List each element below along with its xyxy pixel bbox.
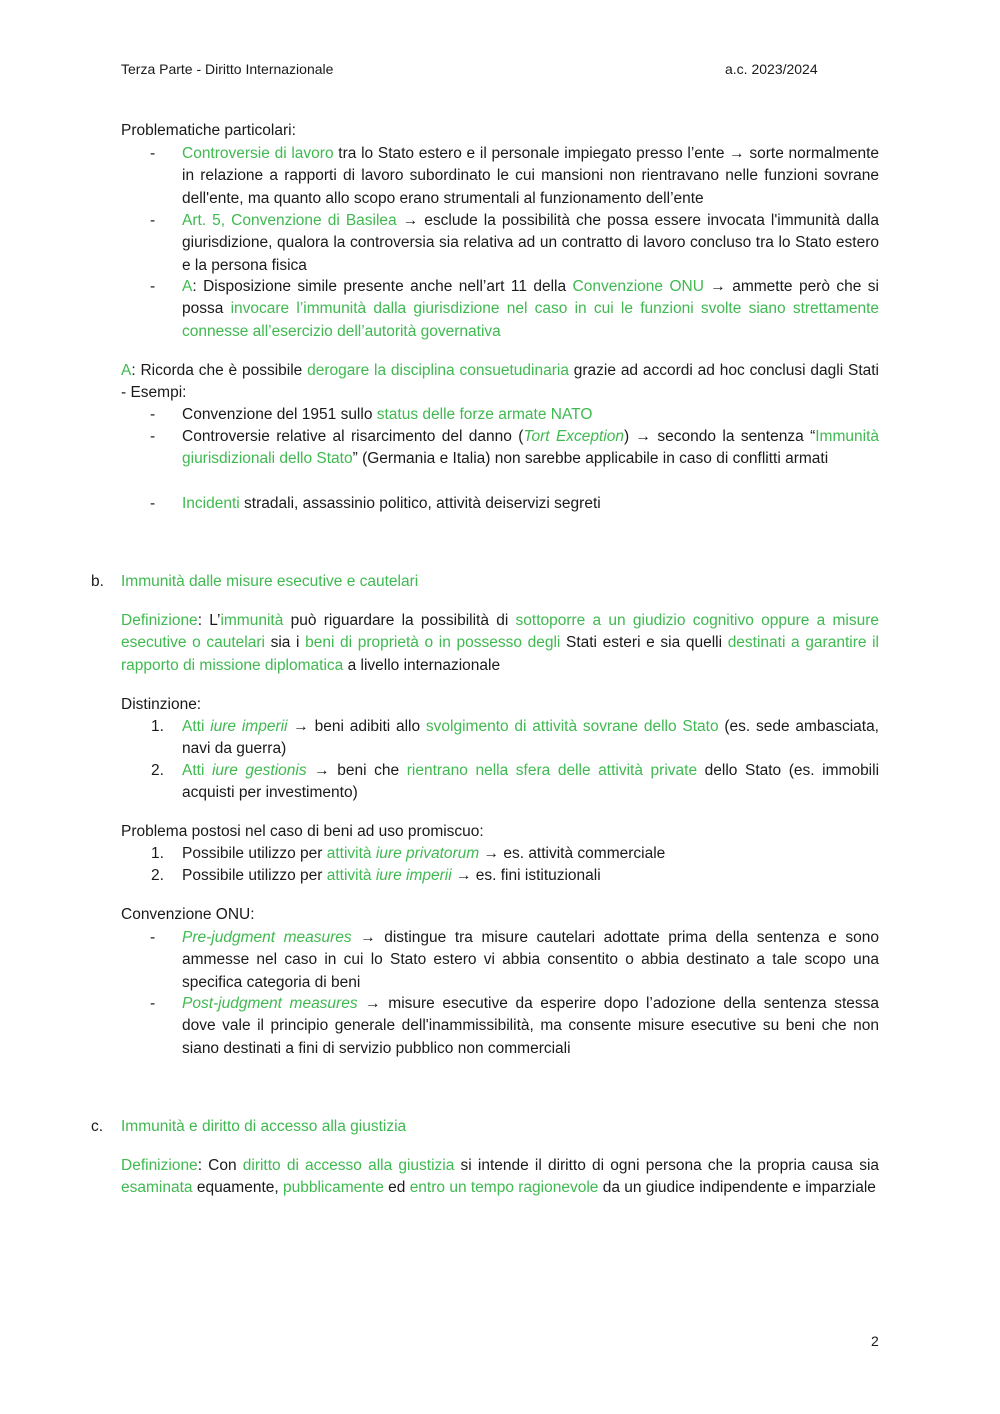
list-item: Controversie relative al risarcimento del danno (Tort Exception) → secondo la sentenza “Immunità giurisdizionali dello Stato” (Germania e Italia) non sarebbe applicabile in caso di conflitti armati <box>182 428 879 468</box>
header-year: a.c. 2023/2024 <box>725 61 818 77</box>
definition-paragraph: Definizione: Con diritto di accesso alla giustizia si intende il diritto di ogni persona che la propria causa sia esaminata equamente, pubblicamente ed entro un tempo ragionevole da un giudice indipendente e imparziale <box>121 1157 880 1197</box>
bullet: - <box>150 495 156 512</box>
header-title: Terza Parte - Diritto Internazionale <box>121 61 334 77</box>
section-marker: c. <box>91 1118 104 1135</box>
list-number: 2. <box>151 867 164 884</box>
list-item: Possibile utilizzo per attività iure imperii → es. fini istituzionali <box>182 867 601 884</box>
problem-heading: Problema postosi nel caso di beni ad uso promiscuo: <box>121 823 484 840</box>
bullet: - <box>150 278 156 295</box>
section-title: Immunità e diritto di accesso alla giustizia <box>121 1118 407 1135</box>
bullet: - <box>150 406 156 423</box>
list-item: A: Disposizione simile presente anche nell’art 11 della Convenzione ONU → ammette però che si possa invocare l’immunità dalla giurisdizione nel caso in cui le funzioni svolte siano strettamente connesse all’esercizio dell’autorità governativa <box>182 278 879 340</box>
list-number: 1. <box>151 718 164 735</box>
list-item: Pre-judgment measures → distingue tra misure cautelari adottate prima della sentenza e sono ammesse nel caso in cui lo Stato estero vi abbia consentito o abbia destinato a tale scopo una specifica categoria di beni <box>182 929 879 991</box>
section-marker: b. <box>91 573 104 590</box>
bullet: - <box>150 145 156 162</box>
onu-heading: Convenzione ONU: <box>121 906 255 923</box>
list-item: Incidenti stradali, assassinio politico, attività deiservizi segreti <box>182 495 601 512</box>
bullet: - <box>150 929 156 946</box>
paragraph: A: Ricorda che è possibile derogare la disciplina consuetudinaria grazie ad accordi ad hoc conclusi dagli Stati - Esempi: <box>121 362 879 402</box>
definition-paragraph: Definizione: L’immunità può riguardare la possibilità di sottoporre a un giudizio cognitivo oppure a misure esecutive o cautelari sia i beni di proprietà o in possesso degli Stati esteri e sia quelli destinati a garantire il rapporto di missione diplomatica a livello internazionale <box>121 612 879 674</box>
list-item: Atti iure gestionis → beni che rientrano nella sfera delle attività private dello Stato (es. immobili acquisti per investimento) <box>182 762 880 802</box>
list-number: 1. <box>151 845 164 862</box>
list-item: Controversie di lavoro tra lo Stato estero e il personale impiegato presso l’ente → sorte normalmente in relazione a rapporti di lavoro subordinato le cui mansioni non rientravano nelle funzioni sovrane dell'ente, ma quanto allo scopo erano strumentali al funzionamento dell’ente <box>182 145 879 207</box>
page-number: 2 <box>871 1333 879 1349</box>
bullet: - <box>150 995 156 1012</box>
list-item: Art. 5, Convenzione di Basilea → esclude la possibilità che possa essere invocata l'immunità dalla giurisdizione, qualora la controversia sia relativa ad un contratto di lavoro concluso tra lo Stato estero e la persona fisica <box>182 212 879 274</box>
bullet: - <box>150 212 156 229</box>
distinction-heading: Distinzione: <box>121 696 202 713</box>
section-heading: Problematiche particolari: <box>121 122 296 139</box>
section-title: Immunità dalle misure esecutive e cautelari <box>121 573 419 590</box>
list-item: Post-judgment measures → misure esecutive da esperire dopo l’adozione della sentenza stessa dove vale il principio generale dell'inammissibilità, ma consente misure esecutive su beni che non siano destinati a fini di servizio pubblico non commerciali <box>182 995 879 1057</box>
bullet: - <box>150 428 156 445</box>
list-item: Possibile utilizzo per attività iure privatorum → es. attività commerciale <box>182 845 666 862</box>
list-number: 2. <box>151 762 164 779</box>
list-item: Atti iure imperii → beni adibiti allo svolgimento di attività sovrane dello Stato (es. sede ambasciata, navi da guerra) <box>182 718 879 758</box>
list-item: Convenzione del 1951 sullo status delle forze armate NATO <box>182 406 593 423</box>
